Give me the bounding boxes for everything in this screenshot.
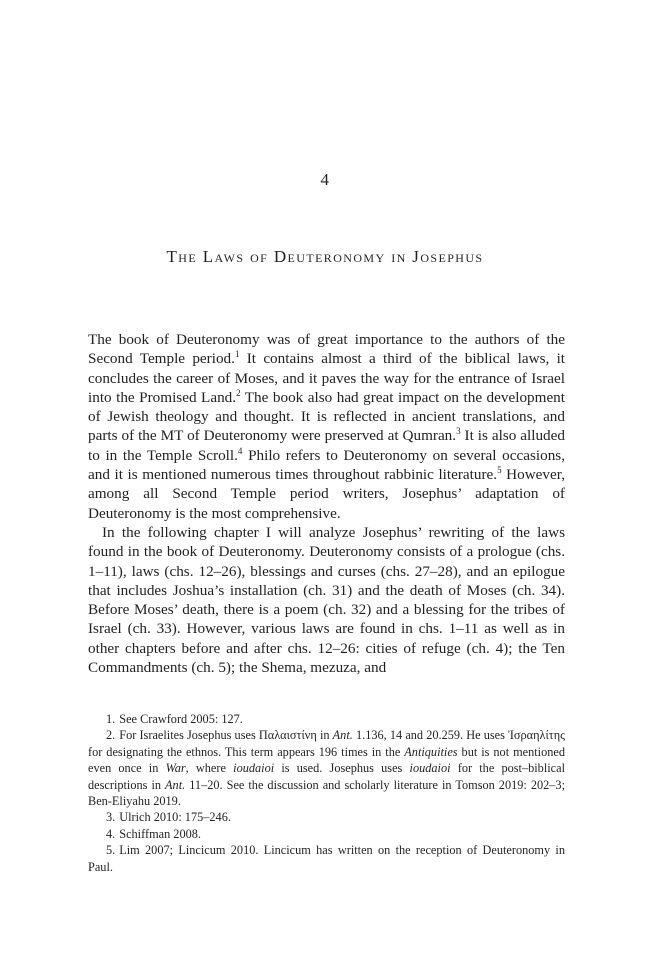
footnote-5 — [88, 842, 565, 875]
footnote-text: but is not mentioned even once in — [88, 744, 565, 776]
sentence: It contains almost a third of the biblical laws, it concludes the career of Moses, and it paves the way for the entrance of Israel into the Promised Land. — [88, 350, 566, 406]
footnote-ref-3: 3 — [456, 426, 461, 437]
term: ioudaioi — [409, 761, 451, 776]
citation-abbrev: Ant. — [165, 777, 186, 792]
body-paragraph-1 — [88, 330, 565, 523]
footnote-text: Schiffman 2008. — [119, 826, 201, 841]
footnote-1 — [88, 711, 565, 727]
footnote-text: See Crawford 2005: 127. — [119, 712, 243, 726]
term: ioudaioi — [233, 761, 275, 776]
footnote-3 — [88, 809, 565, 825]
sentence: The book of Deuteronomy was of great importance to the authors of the Second Temple period. — [88, 331, 565, 368]
footnote-number: 3. — [106, 810, 116, 825]
footnote-number: 4. — [106, 826, 116, 841]
footnote-ref-1: 1 — [234, 349, 240, 360]
sentence: However, among all Second Temple period writers, Josephus’ adaptation of Deuteronomy is the most comprehensive. — [88, 466, 565, 522]
footnote-ref-5: 5 — [497, 465, 502, 476]
sentence: The book also had great impact on the development of Jewish theology and thought. It is reflected in ancient translations, and parts of the MT of Deuteronomy were preserved at Qumran. — [88, 388, 565, 445]
sentence: Philo refers to Deuteronomy on several occasions, and it is mentioned numerous times throughout rabbinic literature. — [88, 446, 565, 484]
footnote-text: is used. Josephus uses — [274, 761, 410, 776]
footnote-text: , where — [185, 761, 234, 776]
footnote-number: 1. — [106, 712, 116, 726]
sentence: It is also alluded to in the Temple Scroll. — [88, 427, 565, 464]
footnote-text: Lim 2007; Lincicum 2010. Lincicum has written on the reception of Deuteronomy in Paul. — [88, 843, 565, 874]
footnote-text: 11–20. See the discussion and scholarly literature in Tomson 2019: 202–3; Ben-Eliyahu 2019. — [88, 777, 565, 809]
work-title: Antiquities — [404, 744, 458, 759]
footnote-ref-4: 4 — [237, 445, 243, 456]
footnote-text: For Israelites Josephus uses Παλαιστίνη in — [119, 728, 333, 743]
chapter-number: 4 — [320, 170, 330, 189]
footnote-text: 1.136, 14 and 20.259. He uses Ἰσραηλίτης for designating the ethnos. This term appears 196 times in the — [88, 728, 566, 759]
footnote-ref-2: 2 — [236, 387, 241, 398]
footnote-4 — [88, 826, 565, 842]
body-paragraph-2: In the following chapter I will analyze Josephus’ rewriting of the laws found in the book of Deuteronomy. Deuteronomy consists of a prologue (chs. 1–11), laws (chs. 12–26), blessings and curses (chs. 27–28), and an epilogue that includes Joshua’s installation (ch. 31) and the death of Moses (ch. 34). Before Moses’ death, there is a poem (ch. 32) and a blessing for the tribes of Israel (ch. 33). However, various laws are found in chs. 1–11 as well as in other chapters before and after chs. 12–26: cities of refuge (ch. 4); the Ten Commandments (ch. 5); the Shema, mezuza, and — [88, 523, 565, 677]
footnote-text: for the post–biblical descriptions in — [88, 761, 565, 792]
footnote-number: 2. — [106, 728, 116, 743]
footnote-text: Ulrich 2010: 175–246. — [119, 810, 231, 825]
chapter-title: The Laws of Deuteronomy in Josephus — [166, 247, 484, 266]
work-title: War — [165, 761, 186, 776]
footnote-2 — [88, 727, 565, 809]
citation-abbrev: Ant. — [332, 728, 353, 743]
body-text — [88, 330, 565, 677]
footnotes — [88, 711, 565, 875]
footnote-number: 5. — [106, 843, 116, 858]
